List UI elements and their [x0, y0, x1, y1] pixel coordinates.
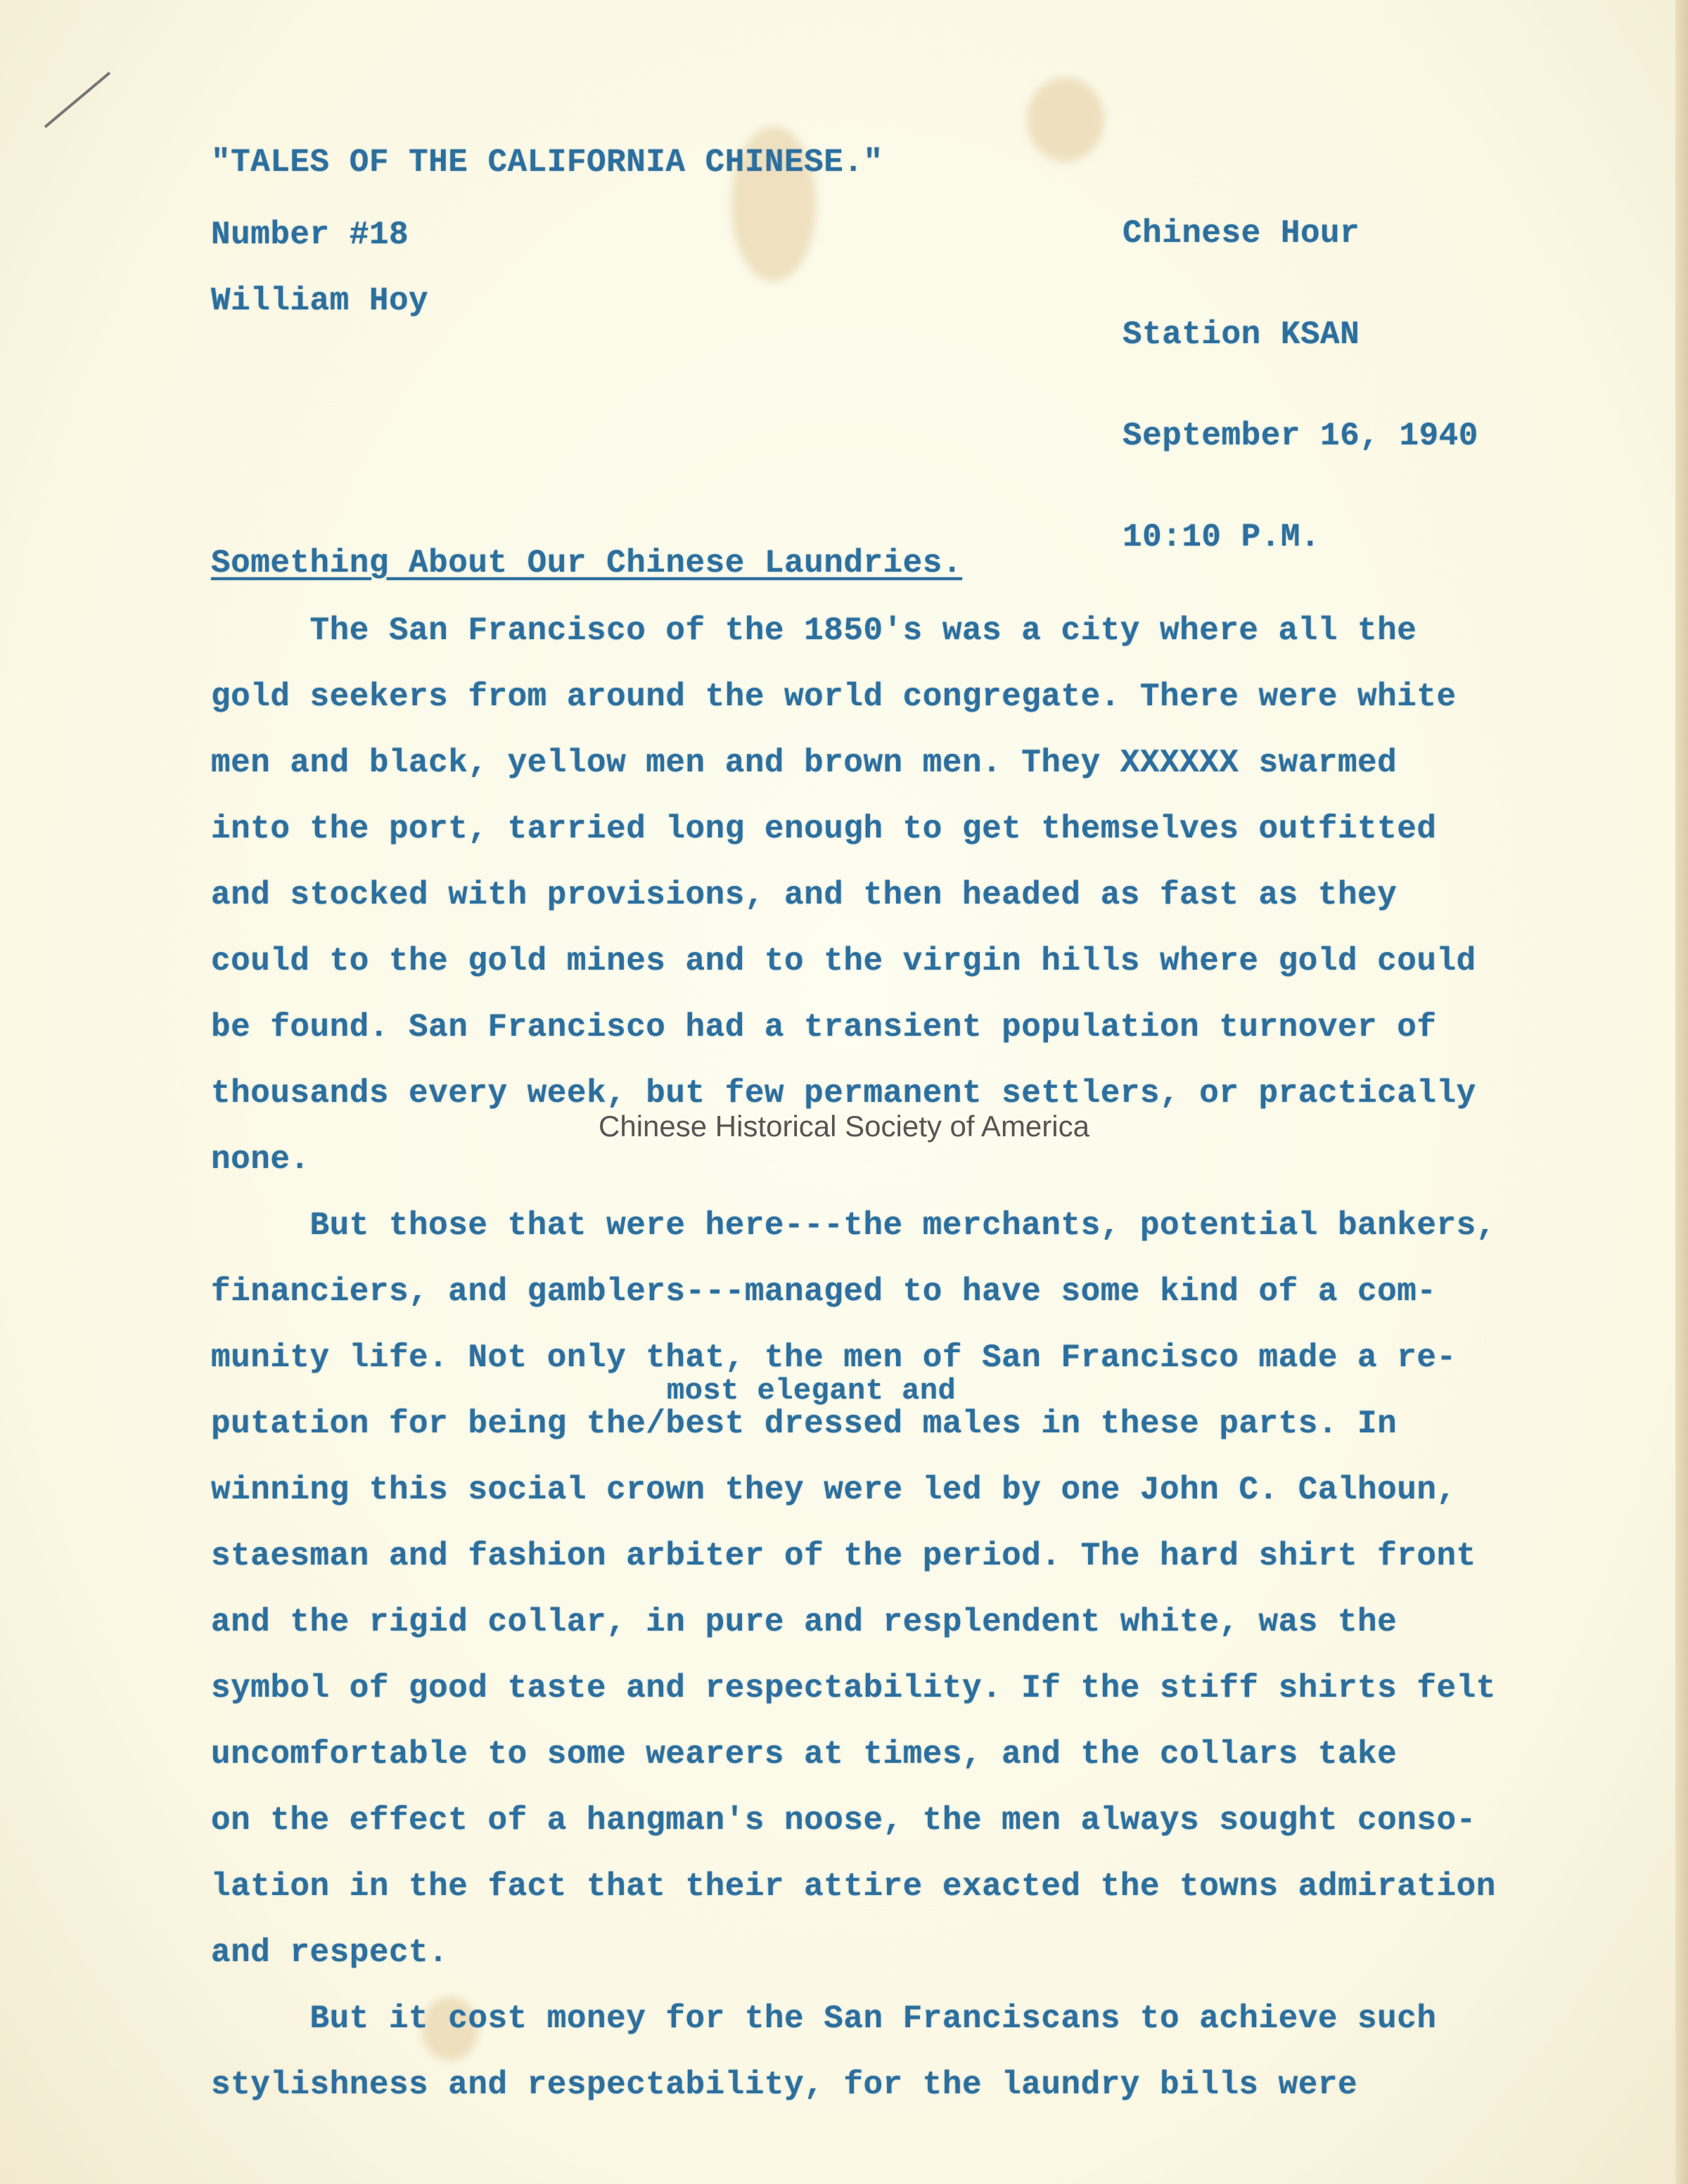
station: Station KSAN [1123, 316, 1360, 353]
text-line: But those that were here---the merchants, potential bankers, [211, 1207, 1496, 1244]
text-line: But it cost money for the San Franciscans to achieve such [211, 2000, 1437, 2037]
text-line: winning this social crown they were led by one John C. Calhoun, [211, 1472, 1457, 1508]
text-line: be found. San Francisco had a transient population turnover of [211, 1009, 1437, 1046]
text-line: The San Francisco of the 1850's was a city where all the [211, 612, 1417, 649]
broadcast-date: September 16, 1940 [1123, 418, 1478, 454]
text-line: men and black, yellow men and brown men. They XXXXXX swarmed [211, 745, 1398, 781]
text-line: could to the gold mines and to the virgin hills where gold could [211, 943, 1476, 979]
watermark: Chinese Historical Society of America [599, 1110, 1089, 1143]
handwritten-insertion: most elegant and [667, 1374, 957, 1408]
episode-number: Number #18 [211, 217, 409, 253]
text-line: putation for being the/best dressed males in these parts. In [211, 1406, 1398, 1442]
text-line: and stocked with provisions, and then headed as fast as they [211, 877, 1398, 913]
text-line: stylishness and respectability, for the laundry bills were [211, 2067, 1358, 2103]
text-line: symbol of good taste and respectability. If the stiff shirts felt [211, 1670, 1496, 1707]
text-line: and respect. [211, 1934, 449, 1971]
page-edge [1675, 0, 1688, 2184]
text-line: thousands every week, but few permanent settlers, or practically [211, 1075, 1476, 1112]
broadcast-info [1123, 149, 1478, 588]
text-line: and the rigid collar, in pure and resplendent white, was the [211, 1604, 1398, 1640]
text-line: lation in the fact that their attire exacted the towns admiration [211, 1868, 1496, 1905]
section-heading: Something About Our Chinese Laundries. [211, 545, 962, 582]
stain [1027, 77, 1104, 162]
text-line: on the effect of a hangman's noose, the men always sought conso- [211, 1802, 1476, 1839]
text-line: financiers, and gamblers---managed to have some kind of a com- [211, 1273, 1437, 1310]
author: William Hoy [211, 283, 429, 319]
text-line: uncomfortable to some wearers at times, and the collars take [211, 1736, 1398, 1773]
text-line: into the port, tarried long enough to get themselves outfitted [211, 811, 1437, 847]
text-line: gold seekers from around the world congregate. There were white [211, 679, 1457, 715]
text-line: none. [211, 1141, 310, 1178]
staple [44, 72, 110, 128]
document-title: "TALES OF THE CALIFORNIA CHINESE." [211, 144, 883, 181]
broadcast-time: 10:10 P.M. [1123, 519, 1321, 555]
text-line: munity life. Not only that, the men of San Francisco made a re- [211, 1340, 1457, 1376]
program-name: Chinese Hour [1123, 215, 1360, 252]
text-line: staesman and fashion arbiter of the period. The hard shirt front [211, 1538, 1476, 1574]
